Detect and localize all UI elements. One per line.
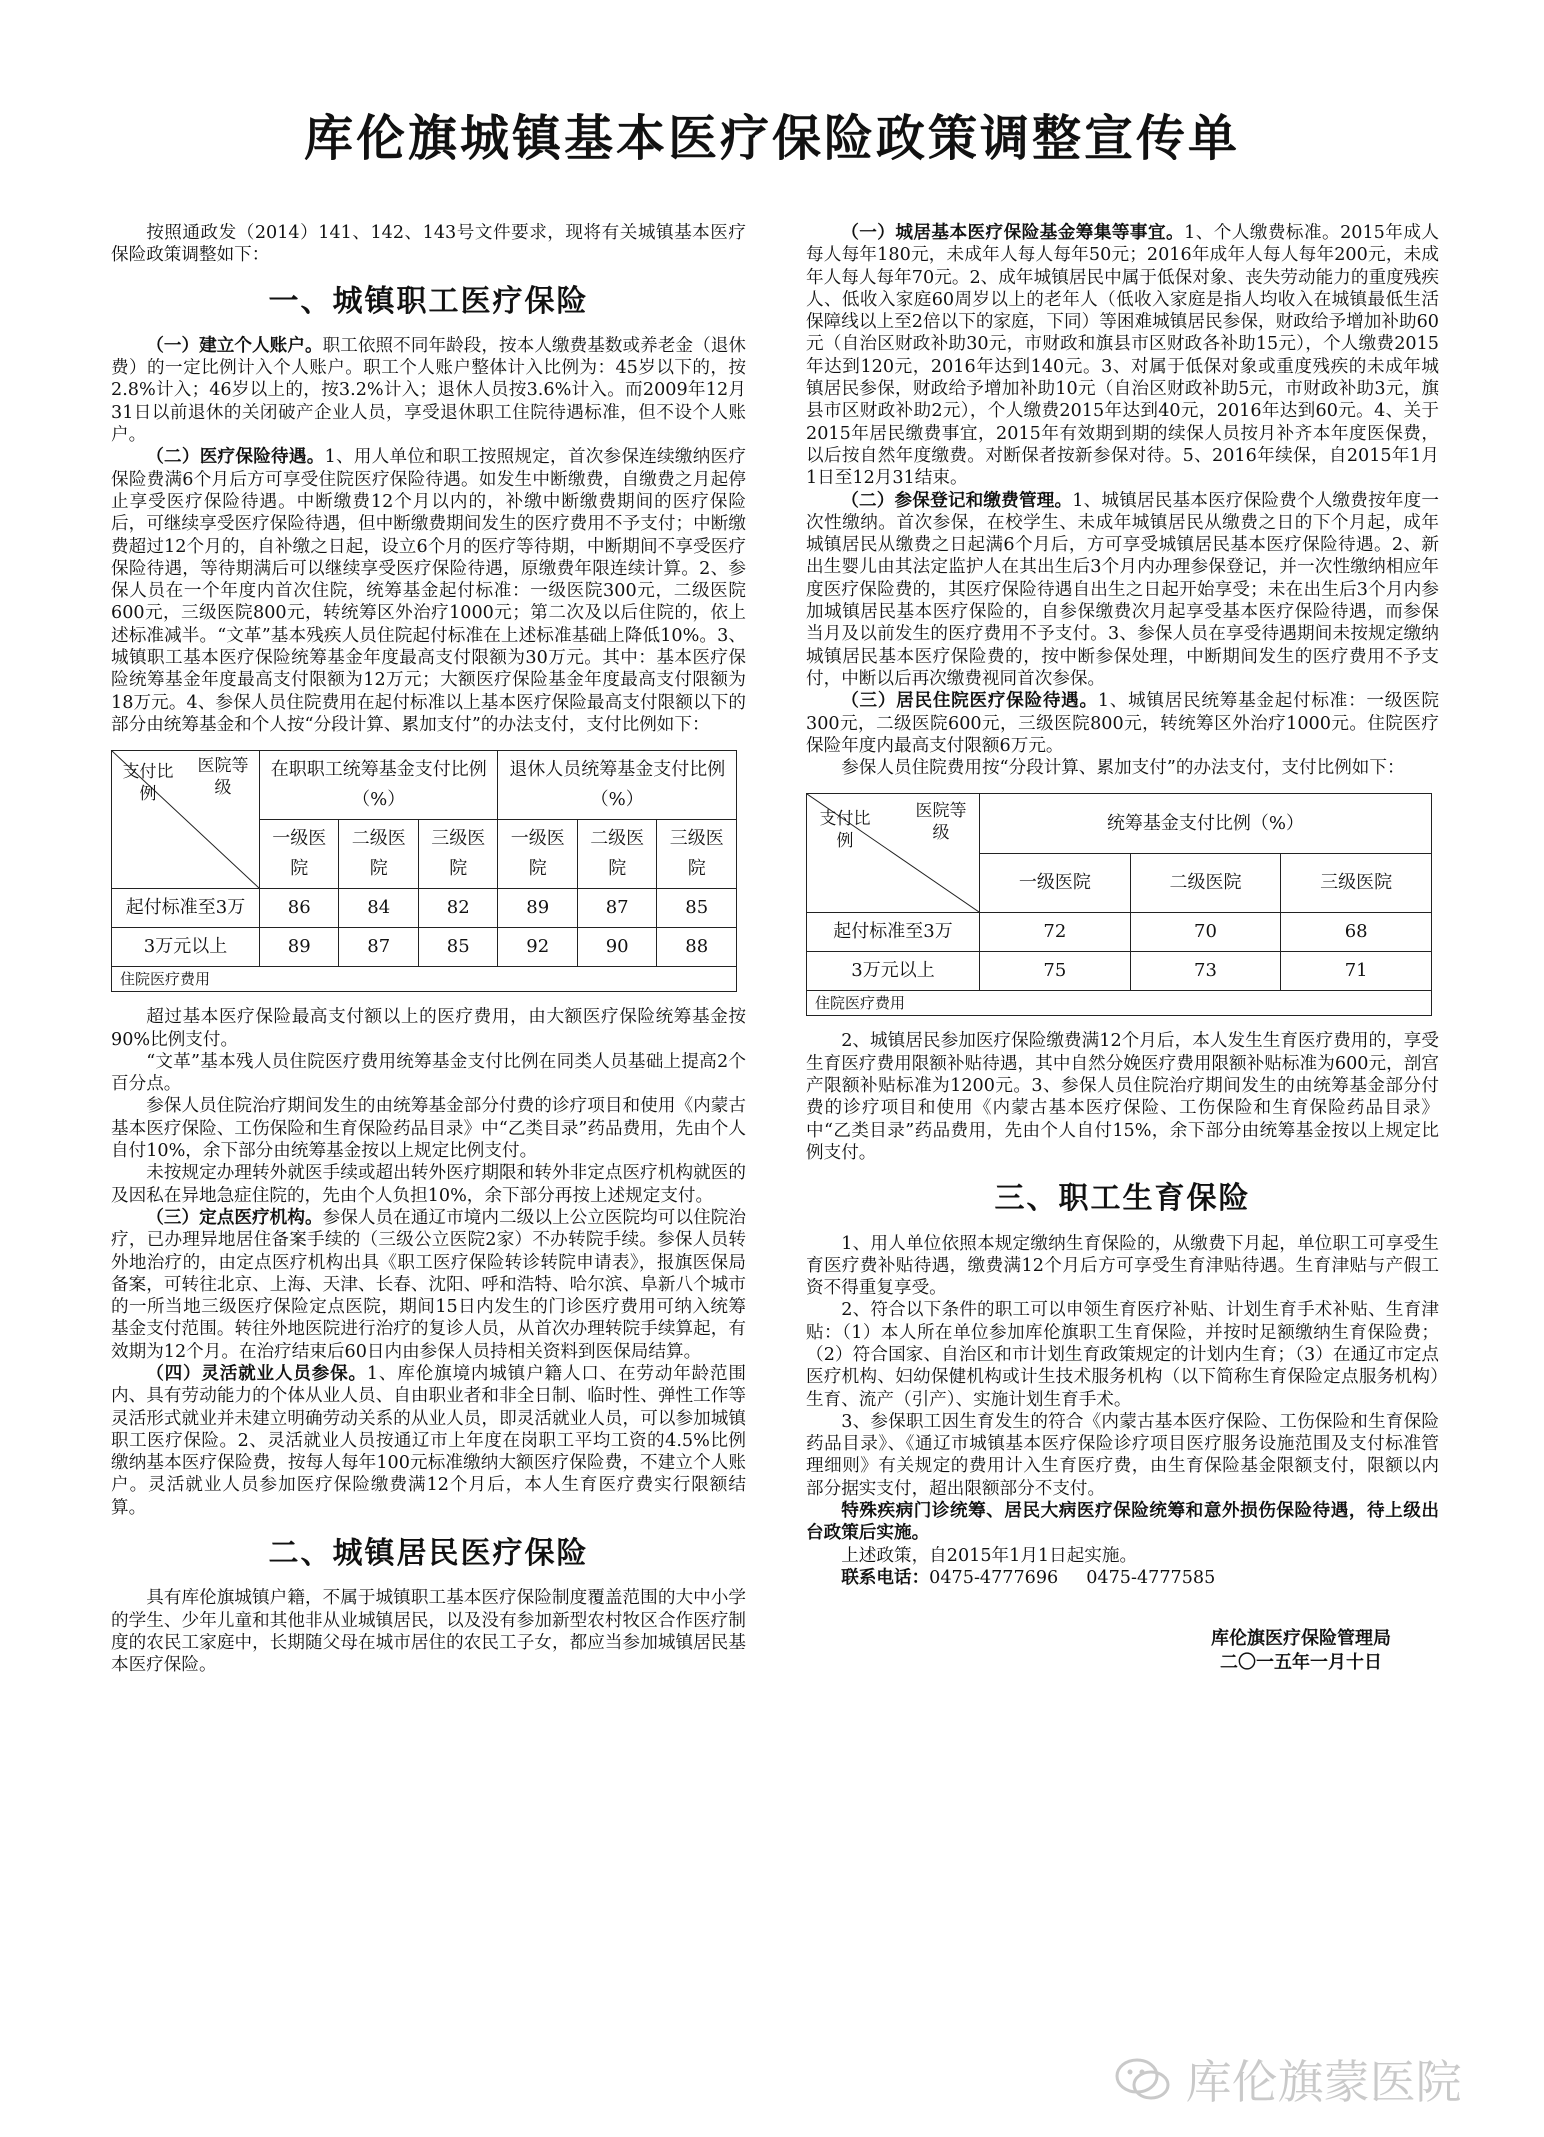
s1-text-1: 职工依照不同年龄段，按本人缴费基数或养老金（退休费）的一定比例计入个人账户。职工个人账户整体计入比例为：45岁以下的，按2.8%计入；46岁以上的，按3.2%计入；退休人员按3.6%计入。而2009年12月31日以前退休的关闭破产企业人员，享受退休职工住院待遇标准，但不设个人账户。 [111,335,746,446]
watermark-text: 库伦旗蒙医院 [1185,2055,1462,2109]
group-header-2: 退休人员统筹基金支付比例（%） [498,751,737,820]
s2-sub-2: （二）参保登记和缴费管理。 [841,490,1073,511]
s1-para-1 [111,335,746,446]
level-header: 三级医院 [418,820,498,889]
table-cell: 88 [657,928,737,967]
table-cell: 86 [260,889,339,928]
signature-date: 二〇一五年一月十日 [1220,1652,1382,1674]
s1-sub-2: （二）医疗保险待遇。 [146,447,325,468]
s2-para-2 [806,222,1439,490]
page-title: 库伦旗城镇基本医疗保险政策调整宣传单 [303,110,1240,167]
table-cell: 89 [498,889,577,928]
row-label: 起付标准至3万 [112,889,260,928]
wechat-icon [1115,2057,1171,2114]
table-cell: 90 [577,928,656,967]
s2-text-4: 1、城镇居民统筹基金起付标准：一级医院300元，二级医院600元，三级医院800元，转统筹区外治疗1000元。住院医疗保险年度内最高支付限额6万元。 [806,691,1439,756]
corner-mid-label: 支付比例 [819,809,871,852]
table-row [112,928,737,967]
table-row [807,952,1432,991]
s2-para-6: 2、城镇居民参加医疗保险缴费满12个月后，本人发生生育医疗费用的，享受生育医疗费用限额补贴待遇，其中自然分娩医疗费用限额补贴标准为600元，剖宫产限额补贴标准为1200元。3、参保人员住院治疗期间发生的由统筹基金部分付费的诊疗项目和使用《内蒙古基本医疗保险、工伤保险和生育保险药品目录》中“乙类目录”药品费用，先由个人自付15%，余下部分由统筹基金按以上规定比例支付。 [806,1031,1439,1163]
intro-paragraph: 按照通政发（2014）141、142、143号文件要求，现将有关城镇基本医疗保险政策调整如下： [111,223,746,266]
s1-text-8: 1、库伦旗境内城镇户籍人口、在劳动年龄范围内、具有劳动能力的个体从业人员、自由职业者和非全日制、临时性、弹性工作等灵活形式就业并未建立明确劳动关系的从业人员，即灵活就业人员，可以参加城镇职工医疗保险。2、灵活就业人员按通辽市上年度在岗职工平均工资的4.5%比例缴纳基本医疗保险费，按每人每年100元标准缴纳大额医疗保险费，不建立个人账户。灵活就业人员参加医疗保险缴费满12个月后，本人生育医疗费实行限额结算。 [111,1363,746,1518]
s2-para-3 [806,490,1439,691]
s2-para-4 [806,690,1439,757]
corner-bot-note: 住院医疗费用 [112,967,737,992]
s1-text-2: 1、用人单位和职工按照规定，首次参保连续缴纳医疗保险费满6个月后方可享受住院医疗保险待遇。如发生中断缴费，自缴费之月起停止享受医疗保险待遇。中断缴费12个月以内的，补缴中断缴费期间的医疗保险后，可继续享受医疗保险待遇，但中断缴费期间发生的医疗费用不予支付；中断缴费超过12个月的，自补缴之日起，设立6个月的医疗等待期，中断期间不享受医疗保险待遇，等待期满后可以继续享受医疗保险待遇，原缴费年限连续计算。2、参保人员在一个年度内首次住院，统筹基金起付标准：一级医院300元，二级医院600元，三级医院800元，转统筹区外治疗1000元；第二次及以后住院的，依上述标准减半。“文革”基本残疾人员住院起付标准在上述标准基础上降低10%。3、城镇职工基本医疗保险统筹基金年度最高支付限额为30万元。其中：基本医疗保险统筹基金年度最高支付限额为12万元；大额医疗保险基金年度最高支付限额为18万元。4、参保人员住院费用在起付标准以上基本医疗保险最高支付限额以下的部分由统筹基金和个人按“分段计算、累加支付”的办法支付，支付比例如下： [111,447,746,735]
row-label: 3万元以上 [112,928,260,967]
table-cell: 92 [498,928,577,967]
watermark [1115,2046,1535,2109]
table-cell: 75 [980,952,1131,991]
level-header: 三级医院 [1281,853,1432,913]
contact-label: 联系电话： [841,1567,930,1588]
table-corner-cell [807,794,980,913]
s2-sub-1: （一）城居基本医疗保险基金筹集等事宜。 [841,223,1185,243]
table-cell: 70 [1130,913,1281,952]
contact-line [806,1567,1439,1589]
corner-bot-note: 住院医疗费用 [807,991,1432,1016]
level-header: 二级医院 [577,820,656,889]
s1-para-2 [111,446,746,736]
phone-1: 0475-4777696 [929,1567,1059,1588]
corner-top-label: 医院等级 [915,801,967,844]
group-header-1: 在职职工统筹基金支付比例（%） [260,751,498,820]
employee-payment-table [111,750,737,992]
s3-para-3: 3、参保职工因生育发生的符合《内蒙古基本医疗保险、工伤保险和生育保险药品目录》、《通辽市城镇基本医疗保险诊疗项目医疗服务设施范围及支付标准管理细则》有关规定的费用计入生育医疗费，由生育保险基金限额支付，限额以内部分据实支付，超出限额部分不支付。 [806,1411,1439,1499]
table-cell: 73 [1130,952,1281,991]
table-cell: 71 [1281,952,1432,991]
table-cell: 72 [980,913,1131,952]
s2-para-1: 具有库伦旗城镇户籍，不属于城镇职工基本医疗保险制度覆盖范围的大中小学的学生、少年儿童和其他非从业城镇居民，以及没有参加新型农村牧区合作医疗制度的农民工家庭中，长期随父母在城市居住的农民工子女，都应当参加城镇居民基本医疗保险。 [111,1588,746,1676]
resident-payment-table [806,793,1432,1016]
table-cell: 82 [418,889,498,928]
table-cell: 87 [339,928,418,967]
phone-2: 0475-4777585 [1086,1567,1216,1588]
s1-para-8 [111,1363,746,1519]
s3-para-1: 1、用人单位依照本规定缴纳生育保险的，从缴费下月起，单位职工可享受生育医疗费补贴待遇，缴费满12个月后方可享受生育津贴待遇。生育津贴与产假工资不得重复享受。 [806,1233,1439,1299]
table-corner-cell [112,751,260,889]
table-row [112,889,737,928]
signature-org: 库伦旗医疗保险管理局 [1211,1628,1391,1650]
s3-para-5: 上述政策，自2015年1月1日起实施。 [841,1545,1138,1566]
s2-text-3: 1、城镇居民基本医疗保险费个人缴费按年度一次性缴纳。首次参保，在校学生、未成年城镇居民从缴费之日的下个月起，成年城镇居民从缴费之日起满6个月后，方可享受城镇居民基本医疗保险待遇。2、新出生婴儿由其法定监护人在其出生后3个月内办理参保登记，并一次性缴纳相应年度医疗保险费的，其医疗保险待遇自出生之日起开始享受；未在出生后3个月内参加城镇居民基本医疗保险的，自参保缴费次月起享受基本医疗保险待遇，而参保当月及以前发生的医疗费用不予支付。3、参保人员在享受待遇期间未按规定缴纳城镇居民基本医疗保险费的，按中断参保处理，中断期间发生的医疗费用不予支付，中断以后再次缴费视同首次参保。 [806,490,1439,689]
s1-sub-4: （四）灵活就业人员参保。 [146,1363,367,1384]
row-label: 3万元以上 [807,952,980,991]
table-cell: 84 [339,889,418,928]
section-heading-3: 三、职工生育保险 [994,1181,1251,1217]
s1-para-5: 参保人员住院治疗期间发生的由统筹基金部分付费的诊疗项目和使用《内蒙古基本医疗保险、工伤保险和生育保险药品目录》中“乙类目录”药品费用，先由个人自付10%，余下部分由统筹基金按以上规定比例支付。 [111,1096,746,1162]
section-heading-1: 一、城镇职工医疗保险 [268,283,589,319]
s2-text-2: 1、个人缴费标准。2015年成人每人每年180元，未成年人每人每年50元；2016年成年人每人每年200元，未成年人每人每年70元。2、成年城镇居民中属于低保对象、丧失劳动能力的重度残疾人、低收入家庭60周岁以上的老年人（低收入家庭是指人均收入在城镇最低生活保障线以上至2倍以下的家庭，下同）等困难城镇居民参保，财政给予增加补助60元（自治区财政补助30元，市财政和旗县市区财政各补助15元），个人缴费2015年达到120元，2016年达到140元。3、对属于低保对象或重度残疾的未成年城镇居民参保，财政给予增加补助10元（自治区财政补助5元，市财政补助3元，旗县市区财政补助2元），个人缴费2015年达到40元，2016年达到60元。4、关于2015年居民缴费事宜，2015年有效期到期的续保人员按月补齐本年度医保费，以后按自然年度缴费。对断保者按新参保对待。5、2016年续保，自2015年1月1日至12月31结束。 [806,223,1439,489]
left-column [111,222,746,1677]
table-cell: 89 [260,928,339,967]
level-header: 一级医院 [260,820,339,889]
s1-para-3: 超过基本医疗保险最高支付额以上的医疗费用，由大额医疗保险统筹基金按90%比例支付。 [111,1007,746,1050]
level-header: 二级医院 [1130,853,1281,913]
corner-top-label: 医院等级 [197,756,249,799]
table-cell: 68 [1281,913,1432,952]
section-heading-2: 二、城镇居民医疗保险 [268,1536,589,1572]
level-header: 一级医院 [498,820,577,889]
level-header: 一级医院 [980,853,1131,913]
s1-sub-3: （三）定点医疗机构。 [146,1207,323,1228]
corner-mid-label: 支付比例 [122,762,174,805]
s1-para-4: “文革”基本残人员住院医疗费用统筹基金支付比例在同类人员基础上提高2个百分点。 [111,1051,746,1095]
s3-para-2: 2、符合以下条件的职工可以申领生育医疗补贴、计划生育手术补贴、生育津贴：（1）本人所在单位参加库伦旗职工生育保险，并按时足额缴纳生育保险费；（2）符合国家、自治区和市计划生育政策规定的计划内生育；（3）在通辽市定点医疗机构、妇幼保健机构或计生技术服务机构（以下简称生育保险定点服务机构）生育、流产（引产）、实施计划生育手术。 [806,1300,1439,1410]
row-label: 起付标准至3万 [807,913,980,952]
table-cell: 85 [657,889,737,928]
s1-para-6: 未按规定办理转外就医手续或超出转外医疗期限和转外非定点医疗机构就医的及因私在异地急症住院的，先由个人负担10%，余下部分再按上述规定支付。 [111,1163,746,1206]
level-header: 二级医院 [339,820,418,889]
s3-para-4: 特殊疾病门诊统筹、居民大病医疗保险统筹和意外损伤保险待遇，待上级出台政策后实施。 [806,1500,1439,1544]
s2-sub-3: （三）居民住院医疗保险待遇。 [841,691,1098,712]
s2-para-5: 参保人员住院费用按“分段计算、累加支付”的办法支付，支付比例如下： [841,758,1405,779]
group-header: 统筹基金支付比例（%） [980,794,1432,854]
s1-text-7: 参保人员在通辽市境内二级以上公立医院均可以住院治疗，已办理异地居住备案手续的（三级公立医院2家）不办转院手续。参保人员转外地治疗的，由定点医疗机构出具《职工医疗保险转诊转院申请表》，报旗医保局备案，可转往北京、上海、天津、长春、沈阳、呼和浩特、哈尔滨、阜新八个城市的一所当地三级医疗保险定点医院，期间15日内发生的门诊医疗费用可纳入统筹基金支付范围。转往外地医院进行治疗的复诊人员，从首次办理转院手续算起，有效期为12个月。在治疗结束后60日内由参保人员持相关资料到医保局结算。 [111,1207,746,1362]
table-cell: 87 [577,889,656,928]
right-column [806,222,1439,1675]
s1-para-7 [111,1207,746,1363]
s1-sub-1: （一）建立个人账户。 [146,335,323,356]
level-header: 三级医院 [657,820,737,889]
table-cell: 85 [418,928,498,967]
table-row [807,913,1432,952]
signature-block [806,1627,1439,1675]
